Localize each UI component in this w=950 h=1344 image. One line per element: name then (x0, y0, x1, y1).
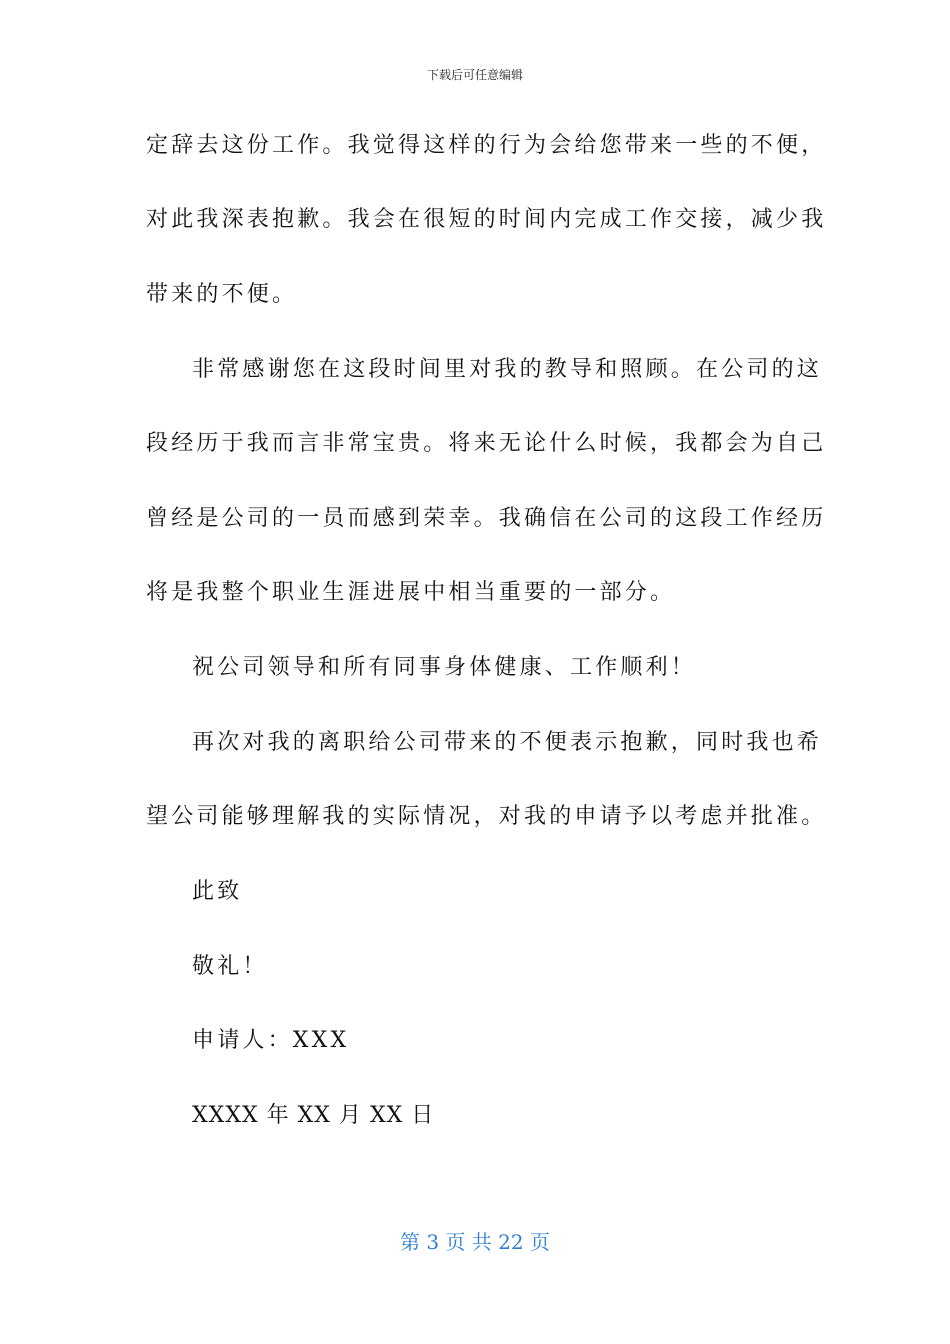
page-number (0, 1226, 950, 1255)
page-number-label: 第 3 页 共 22 页 (400, 1230, 550, 1254)
body-line: 定辞去这份工作。我觉得这样的行为会给您带来一些的不便， (146, 133, 827, 158)
body-line: 对此我深表抱歉。我会在很短的时间内完成工作交接，减少我 (146, 207, 827, 232)
body-line: 带来的不便。 (146, 282, 298, 307)
closing-regards: 敬礼！ (192, 954, 268, 979)
closing-salutation: 此致 (192, 879, 243, 904)
body-line: 曾经是公司的一员而感到荣幸。我确信在公司的这段工作经历 (146, 506, 827, 531)
paragraph-start-line: 再次对我的离职给公司带来的不便表示抱歉，同时我也希 (192, 730, 823, 755)
header-note: 下载后可任意编辑 (426, 68, 523, 82)
applicant-signature: 申请人：XXX (192, 1028, 350, 1053)
paragraph-start-line: 非常感谢您在这段时间里对我的教导和照顾。在公司的这 (192, 357, 823, 382)
body-line: 将是我整个职业生涯进展中相当重要的一部分。 (146, 580, 676, 605)
signature-date: XXXX 年 XX 月 XX 日 (192, 1103, 435, 1128)
paragraph-start-line: 祝公司领导和所有同事身体健康、工作顺利！ (192, 655, 697, 680)
body-line: 段经历于我而言非常宝贵。将来无论什么时候，我都会为自己 (146, 431, 827, 456)
body-line: 望公司能够理解我的实际情况，对我的申请予以考虑并批准。 (146, 804, 827, 829)
